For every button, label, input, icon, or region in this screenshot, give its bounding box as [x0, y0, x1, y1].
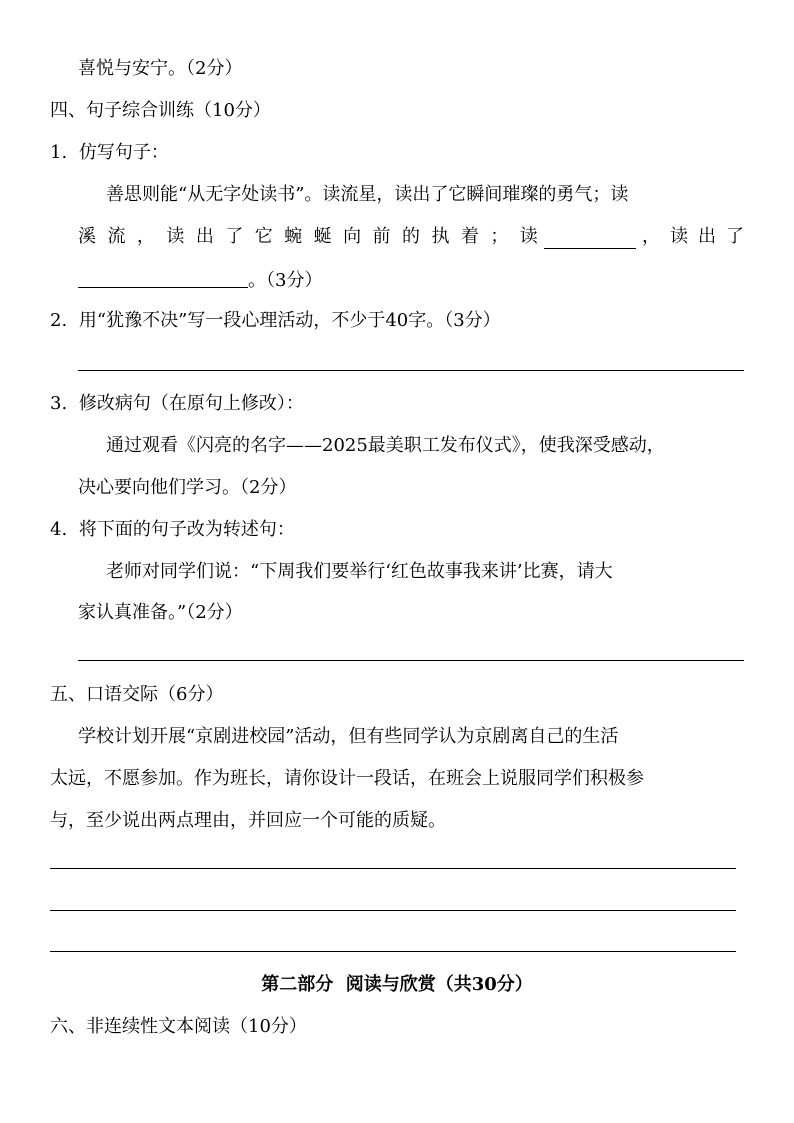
q1-line-3 [78, 267, 322, 293]
q1-line-2-char: 它 [254, 226, 273, 247]
q4-line-2: 家认真准备。”（2分） [78, 602, 243, 623]
q1-line-2-char: ， [136, 226, 155, 247]
q1-line-2-tail-char: 出 [698, 226, 716, 247]
section-5-line-3: 与，至少说出两点理由，并回应一个可能的质疑。 [50, 810, 446, 831]
q4-line-1: 老师对同学们说：“下周我们要举行‘红色故事我来讲’比赛，请大 [106, 561, 613, 582]
section-4-heading: 四、句子综合训练（10分） [50, 100, 271, 121]
continued-text: 喜悦与安宁。（2分） [78, 58, 243, 79]
q4-label [50, 518, 295, 542]
q1-line-2-tail-char: 读 [670, 226, 688, 247]
q3-line-2: 决心要向他们学习。（2分） [78, 477, 297, 498]
q1-line-2-char: 溪 [78, 226, 96, 247]
q1-line-2-char: 执 [431, 226, 450, 247]
answer-blank-1[interactable] [544, 228, 636, 249]
q1-line-2-char: 的 [401, 226, 420, 247]
answer-line-s5-2[interactable] [50, 910, 736, 911]
q1-line-2-char: 读 [519, 226, 538, 247]
section-5-line-1: 学校计划开展“京剧进校园”活动，但有些同学认为京剧离自己的生活 [78, 726, 619, 747]
q1-line-2-tail-char: ， [642, 226, 660, 247]
q1-line-2-tail-char: 了 [726, 226, 744, 247]
q3-title: 修改病句（在原句上修改）： [78, 393, 304, 414]
q1-line-2-char: 着 [460, 226, 479, 247]
answer-blank-2[interactable] [78, 267, 248, 288]
q1-title: 仿写句子： [78, 142, 169, 163]
section-5-line-2: 太远，不愿参加。作为班长，请你设计一段话，在班会上说服同学们积极参 [50, 768, 644, 789]
answer-line-q4[interactable] [78, 660, 744, 661]
q1-line-2-char: 前 [372, 226, 391, 247]
q1-line-2-char: 蜒 [313, 226, 332, 247]
q1-line-2-char: ； [490, 226, 509, 247]
q1-line-2-tail [642, 225, 744, 249]
section-5-heading: 五、口语交际（6分） [50, 684, 224, 705]
q1-label [50, 141, 169, 165]
answer-line-q2[interactable] [78, 370, 744, 371]
answer-line-s5-1[interactable] [50, 868, 736, 869]
q1-number: 1. [50, 142, 68, 163]
q3-number: 3. [50, 393, 68, 414]
part-2-heading: 第二部分 阅读与欣赏（共30分） [261, 974, 533, 995]
section-6-heading: 六、非连续性文本阅读（10分） [50, 1016, 307, 1037]
q1-line-2-char: 流 [107, 226, 126, 247]
q4-number: 4. [50, 519, 68, 540]
q2-text: 用“犹豫不决”写一段心理活动，不少于40字。（3分） [78, 310, 501, 331]
q1-line-2-char: 蜿 [284, 226, 303, 247]
q4-title: 将下面的句子改为转述句： [78, 519, 295, 540]
q1-line-3-end: 。（3分） [248, 270, 323, 291]
q1-line-2-char: 出 [195, 226, 214, 247]
q1-line-2-text [78, 225, 538, 249]
q1-line-2-char: 了 [225, 226, 244, 247]
q1-line-2-char: 读 [166, 226, 185, 247]
q3-label [50, 392, 304, 416]
q1-line-2 [78, 225, 744, 249]
q3-line-1: 通过观看《闪亮的名字——2025最美职工发布仪式》，使我深受感动， [106, 435, 665, 456]
q1-line-1: 善思则能“从无字处读书”。读流星，读出了它瞬间璀璨的勇气；读 [106, 184, 629, 205]
q2-label [50, 309, 501, 333]
q1-line-2-char: 向 [343, 226, 362, 247]
q2-number: 2. [50, 310, 68, 331]
answer-line-s5-3[interactable] [50, 951, 736, 952]
